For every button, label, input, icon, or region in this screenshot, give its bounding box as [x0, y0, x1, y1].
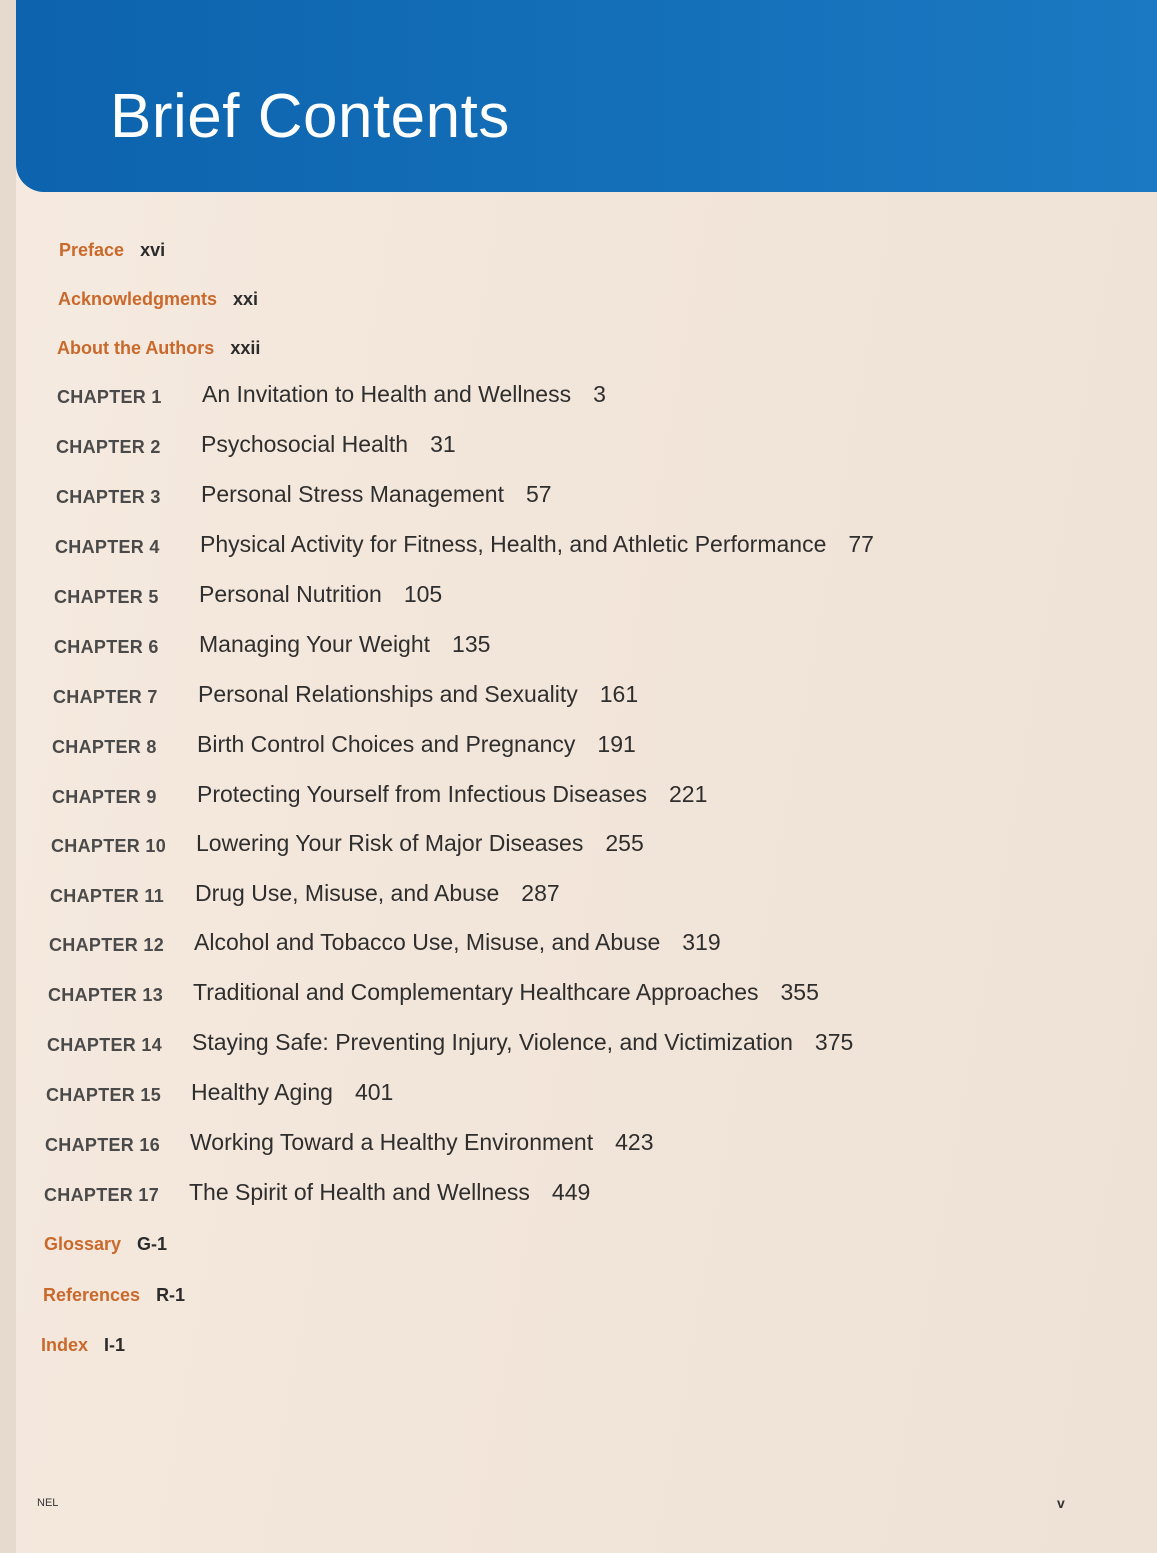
toc-entry-page: xxi: [233, 289, 259, 309]
toc-entry-about-the-authors[interactable]: [57, 339, 260, 358]
chapter-page: 355: [780, 979, 819, 1005]
chapter-number: CHAPTER 12: [49, 935, 165, 955]
chapter-page: 221: [669, 781, 708, 807]
toc-entry-page: xxii: [230, 338, 261, 358]
chapter-number: CHAPTER 2: [56, 437, 161, 457]
chapter-number: CHAPTER 17: [44, 1185, 160, 1205]
chapter-title-text: The Spirit of Health and Wellness: [189, 1179, 530, 1205]
chapter-number: CHAPTER 15: [46, 1085, 162, 1105]
chapter-number: CHAPTER 11: [50, 886, 165, 906]
footer-publisher: NEL: [37, 1497, 59, 1509]
toc-entry-page: G-1: [137, 1234, 168, 1254]
chapter-page: 31: [430, 431, 456, 457]
chapter-title: [197, 733, 636, 756]
toc-entry-index[interactable]: [41, 1336, 125, 1355]
chapter-page: 191: [597, 731, 636, 757]
page-title: Brief Contents: [110, 82, 510, 151]
chapter-title-text: Working Toward a Healthy Environment: [190, 1129, 594, 1155]
toc-entry-label: References: [43, 1285, 141, 1305]
chapter-number: CHAPTER 16: [45, 1135, 161, 1155]
toc-entry-page: R-1: [156, 1285, 186, 1305]
toc-entry-label: Index: [41, 1335, 89, 1355]
chapter-page: 77: [848, 531, 874, 557]
chapter-page: 3: [593, 381, 606, 407]
chapter-page: 319: [682, 929, 721, 955]
chapter-number: CHAPTER 13: [48, 985, 164, 1005]
chapter-page: 423: [615, 1129, 654, 1155]
footer-page-number: v: [1057, 1495, 1065, 1511]
chapter-title: [195, 882, 560, 905]
chapter-title: [201, 433, 456, 456]
chapter-title-text: Lowering Your Risk of Major Diseases: [196, 830, 584, 856]
chapter-title: [198, 683, 638, 706]
chapter-number: CHAPTER 6: [54, 637, 159, 657]
toc-entry-label: Glossary: [44, 1234, 122, 1254]
chapter-title-text: Traditional and Complementary Healthcare Approaches: [193, 979, 759, 1005]
chapter-title-text: An Invitation to Health and Wellness: [202, 381, 572, 407]
header-band: [16, 0, 1157, 192]
toc-entry-references[interactable]: [43, 1286, 185, 1305]
toc-entry-acknowledgments[interactable]: [58, 290, 258, 309]
chapter-title-text: Healthy Aging: [191, 1079, 333, 1105]
chapter-number: CHAPTER 10: [51, 836, 167, 856]
chapter-title: [197, 783, 707, 806]
chapter-number: CHAPTER 8: [52, 737, 157, 757]
chapter-number: CHAPTER 7: [53, 687, 158, 707]
chapter-title: [200, 533, 874, 556]
chapter-title: [199, 633, 490, 656]
chapter-number: CHAPTER 5: [54, 587, 159, 607]
chapter-title-text: Staying Safe: Preventing Injury, Violence, and Victimization: [192, 1029, 793, 1055]
toc-entry-page: I-1: [104, 1335, 126, 1355]
chapter-number: CHAPTER 1: [57, 387, 162, 407]
chapter-title: [199, 583, 442, 606]
page-edge: [0, 0, 16, 1553]
chapter-page: 105: [403, 581, 443, 607]
chapter-title-text: Birth Control Choices and Pregnancy: [197, 731, 576, 757]
chapter-number: CHAPTER 9: [52, 787, 157, 807]
chapter-title: [193, 981, 819, 1004]
chapter-title: [192, 1031, 853, 1054]
chapter-title-text: Managing Your Weight: [199, 631, 431, 657]
chapter-title: [191, 1081, 393, 1104]
chapter-title-text: Psychosocial Health: [201, 431, 409, 457]
chapter-title: [202, 383, 606, 406]
chapter-title-text: Alcohol and Tobacco Use, Misuse, and Abuse: [194, 929, 661, 955]
toc-entry-label: About the Authors: [57, 338, 215, 358]
chapter-number: CHAPTER 4: [55, 537, 160, 557]
chapter-title-text: Personal Relationships and Sexuality: [198, 681, 578, 707]
chapter-page: 135: [452, 631, 491, 657]
chapter-title-text: Personal Stress Management: [201, 481, 504, 507]
chapter-page: 57: [526, 481, 552, 507]
chapter-page: 449: [551, 1179, 591, 1205]
chapter-title: [194, 931, 721, 954]
chapter-page: 401: [354, 1079, 394, 1105]
toc-entry-label: Preface: [59, 240, 125, 260]
chapter-title: [190, 1131, 654, 1154]
chapter-number: CHAPTER 14: [47, 1035, 163, 1055]
chapter-number: CHAPTER 3: [56, 487, 161, 507]
chapter-page: 161: [599, 681, 639, 707]
toc-entry-glossary[interactable]: [44, 1235, 167, 1254]
chapter-page: 375: [814, 1029, 854, 1055]
toc-entry-page: xvi: [140, 240, 166, 260]
toc-entry-preface[interactable]: [59, 241, 165, 260]
chapter-page: 255: [605, 830, 644, 856]
chapter-title-text: Protecting Yourself from Infectious Diseases: [197, 781, 648, 807]
chapter-title: [189, 1181, 590, 1204]
chapter-title: [201, 483, 552, 506]
chapter-title-text: Drug Use, Misuse, and Abuse: [195, 880, 500, 906]
chapter-title-text: Physical Activity for Fitness, Health, and Athletic Performance: [200, 531, 827, 557]
toc-entry-label: Acknowledgments: [58, 289, 218, 309]
chapter-title-text: Personal Nutrition: [199, 581, 382, 607]
chapter-title: [196, 832, 644, 855]
chapter-page: 287: [521, 880, 560, 906]
